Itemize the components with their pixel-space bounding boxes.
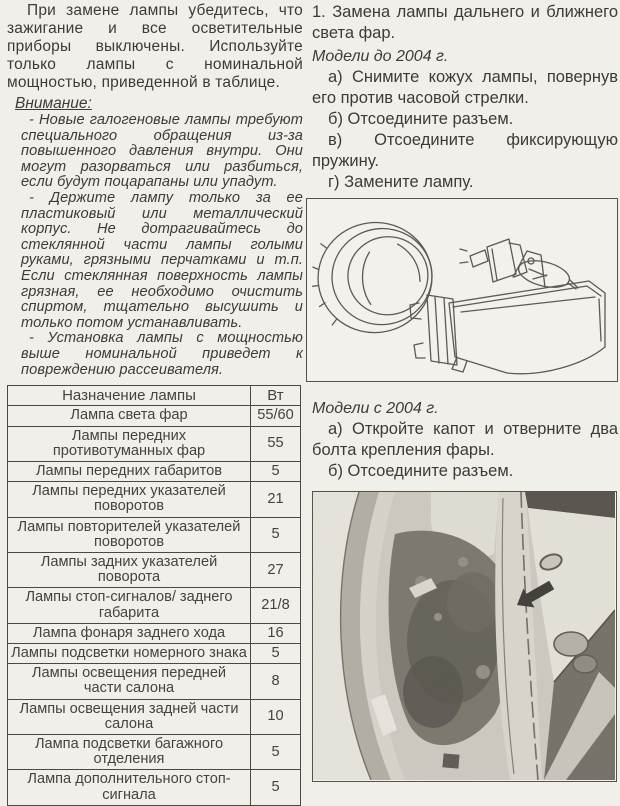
lamp-name-cell: Лампы задних указателей поворота — [8, 552, 251, 587]
step-item: б) Отсоедините разъем. — [328, 110, 514, 128]
table-row — [8, 482, 301, 517]
lamp-name-cell: Лампа дополнительного стоп-сигнала — [8, 770, 251, 805]
table-header-row — [8, 386, 301, 406]
step-item: б) Отсоедините разъем. — [328, 462, 514, 480]
step-item: в) Отсоедините фиксирующую пружину. — [312, 131, 618, 170]
table-row — [8, 517, 301, 552]
step-item: а) Снимите кожух лампы, повернув его против часовой стрелки. — [312, 68, 618, 107]
table-row — [8, 664, 301, 699]
table-row — [8, 588, 301, 623]
lamp-watt-cell: 55/60 — [251, 406, 301, 426]
lamp-watt-cell: 5 — [251, 461, 301, 481]
table-row — [8, 461, 301, 481]
warning-item: - Установка лампы с мощностью выше номинальной приведет к повреждению рассеивателя. — [21, 330, 303, 378]
headlight-figure — [306, 198, 618, 382]
lamp-watt-cell: 5 — [251, 643, 301, 663]
lamp-watt-cell: 21/8 — [251, 588, 301, 623]
warning-item: - Держите лампу только за ее пластиковый или металлический корпус. Не дотрагивайтесь до стеклянной части лампы голыми руками, грязными перчатками и т.п. Если стеклянная поверхность лампы грязная, ее необходимо очистить спиртом, тщательно высушить и только потом устанавливать. — [21, 189, 303, 331]
lamp-watt-cell: 27 — [251, 552, 301, 587]
lamp-wattage-table — [7, 385, 301, 806]
lamp-watt-cell: 21 — [251, 482, 301, 517]
lamp-name-cell: Лампы подсветки номерного знака — [8, 643, 251, 663]
step-item: а) Откройте капот и отверните два болта крепления фары. — [312, 420, 618, 459]
engine-bay-photo — [313, 492, 615, 780]
lamp-watt-cell: 8 — [251, 664, 301, 699]
headlight-illustration — [307, 199, 615, 379]
lamp-watt-cell: 16 — [251, 623, 301, 643]
table-row — [8, 734, 301, 769]
right-column — [312, 2, 618, 782]
warning-item: - Новые галогеновые лампы требуют специального обращения из-за повышенного давления внутри. Они могут разорваться или разбиться, если будут поцарапаны или упадут. — [21, 112, 303, 191]
lamp-name-cell: Лампы освещения передней части салона — [8, 664, 251, 699]
step-item: г) Замените лампу. — [328, 173, 474, 191]
warning-heading: Внимание: — [15, 95, 92, 112]
lamp-name-cell: Лампы передних противотуманных фар — [8, 426, 251, 461]
table-row — [8, 623, 301, 643]
column-header-watt: Вт — [251, 386, 301, 406]
lamp-cover-drawing — [307, 215, 439, 341]
lamp-name-cell: Лампа света фар — [8, 406, 251, 426]
lamp-name-cell: Лампы передних габаритов — [8, 461, 251, 481]
lamp-watt-cell: 5 — [251, 734, 301, 769]
lamp-watt-cell: 55 — [251, 426, 301, 461]
model-after-2004-subheading: Модели с 2004 г. — [312, 400, 439, 417]
table-row — [8, 643, 301, 663]
table-row — [8, 426, 301, 461]
table-row — [8, 699, 301, 734]
headlight-housing-drawing — [410, 251, 605, 374]
lamp-watt-cell: 5 — [251, 517, 301, 552]
lamp-watt-cell: 10 — [251, 699, 301, 734]
lamp-name-cell: Лампа фонаря заднего хода — [8, 623, 251, 643]
model-before-2004-subheading: Модели до 2004 г. — [312, 48, 449, 65]
intro-paragraph: При замене лампы убедитесь, что зажигание и все осветительные приборы выключены. Используйте только лампы с номинальной мощностью, приведенной в таблице. — [7, 2, 303, 91]
left-column — [7, 2, 303, 806]
lamp-name-cell: Лампа подсветки багажного отделения — [8, 734, 251, 769]
lamp-watt-cell: 5 — [251, 770, 301, 805]
table-row — [8, 552, 301, 587]
lamp-name-cell: Лампы передних указателей поворотов — [8, 482, 251, 517]
section-title: 1. Замена лампы дальнего и ближнего света фар. — [312, 3, 618, 42]
column-header-purpose: Назначение лампы — [8, 386, 251, 406]
table-row — [8, 406, 301, 426]
lamp-name-cell: Лампы стоп-сигналов/ заднего габарита — [8, 588, 251, 623]
lamp-name-cell: Лампы освещения задней части салона — [8, 699, 251, 734]
lamp-name-cell: Лампы повторителей указателей поворотов — [8, 517, 251, 552]
engine-bay-photo-figure — [312, 491, 617, 782]
